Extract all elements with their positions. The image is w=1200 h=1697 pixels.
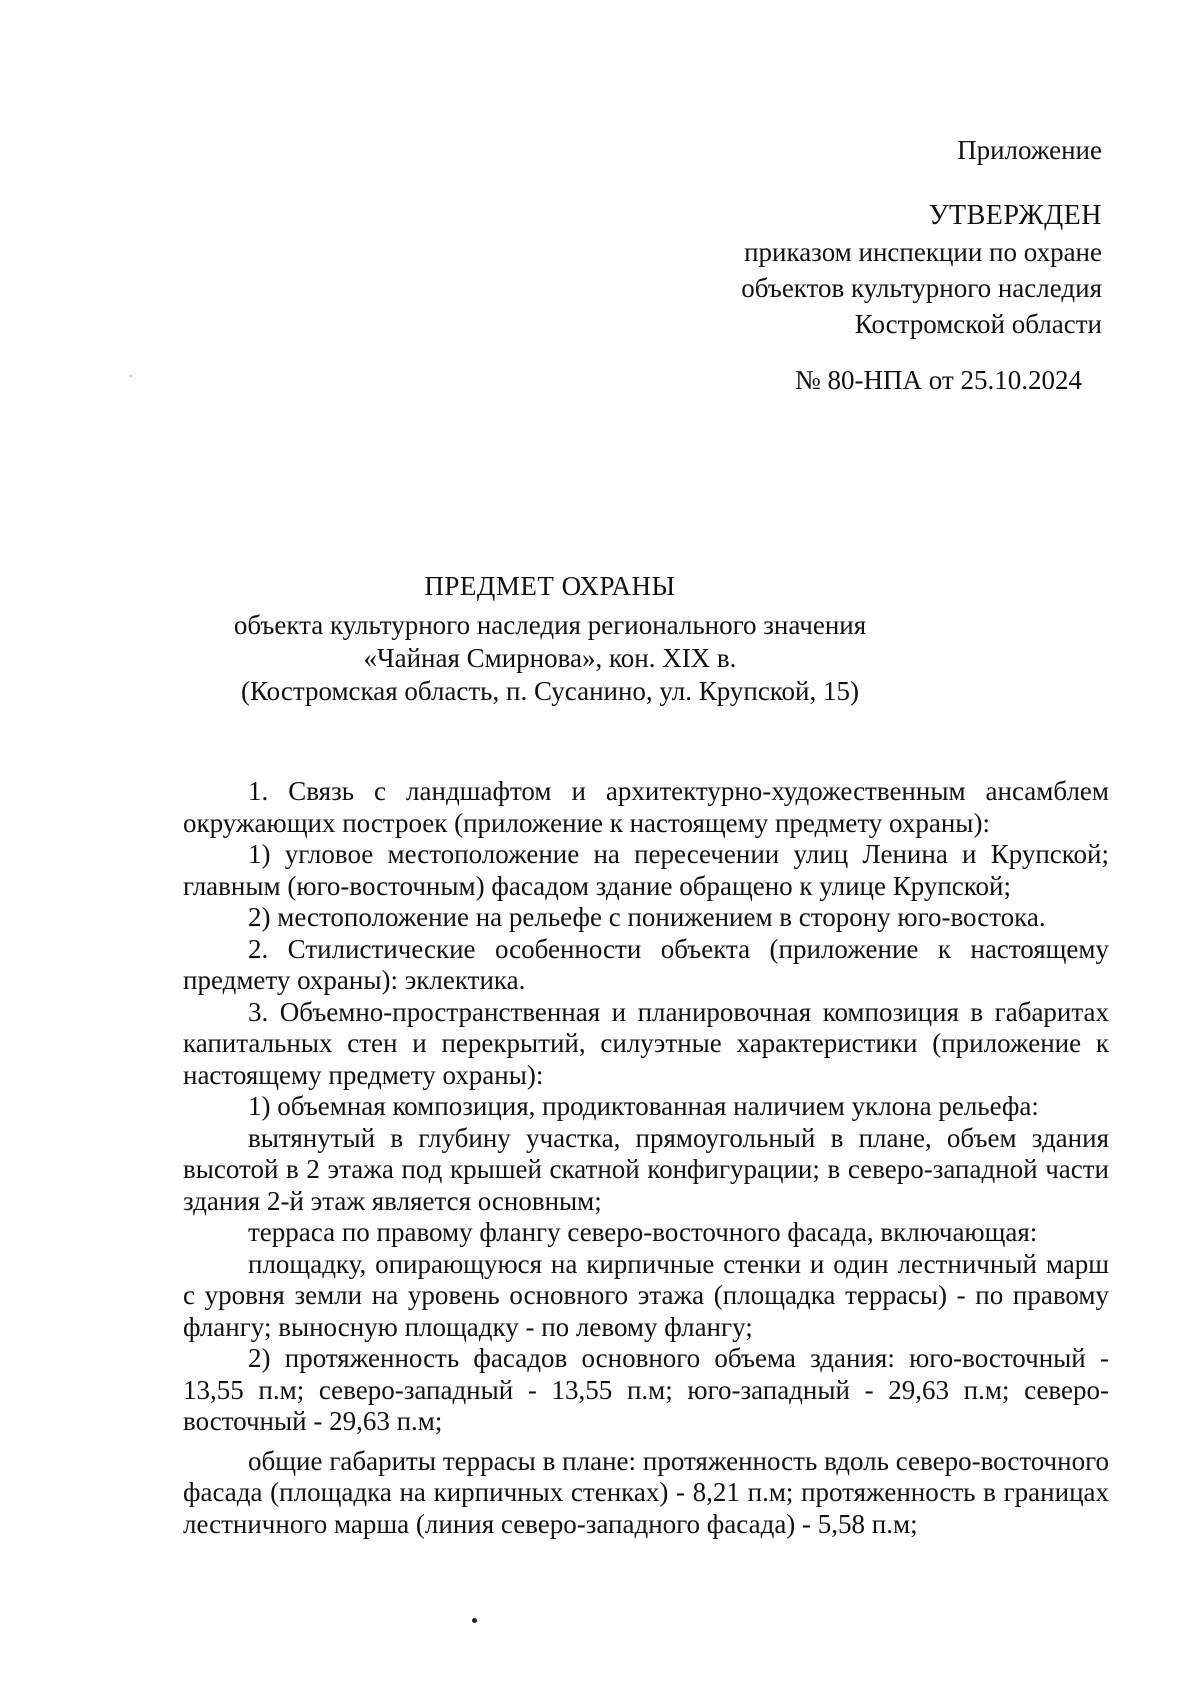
paragraph: 1. Связь с ландшафтом и архитектурно-художественным ансамблем окружающих построек (приложение к настоящему предмету охраны):	[183, 776, 1109, 838]
scan-speck	[130, 375, 132, 377]
paragraph: общие габариты террасы в плане: протяженность вдоль северо-восточного фасада (площадка на кирпичных стенках) - 8,21 п.м; протяженность в границах лестничного марша (линия северо-западного фасада) - 5,58 п.м;	[183, 1445, 1109, 1539]
approved-by-line: приказом инспекции по охране	[744, 237, 1102, 267]
approved-by-line: объектов культурного наследия	[741, 273, 1102, 303]
paragraph: 2) протяженность фасадов основного объема здания: юго-восточный - 13,55 п.м; северо-западный - 13,55 п.м; юго-западный - 29,63 п.м; северо-восточный - 29,63 п.м;	[183, 1343, 1109, 1436]
paragraph: площадку, опирающуюся на кирпичные стенки и один лестничный марш с уровня земли на уровень основного этажа (площадка террасы) - по правому флангу; выносную площадку - по левому флангу;	[183, 1248, 1109, 1342]
paragraph: вытянутый в глубину участка, прямоугольный в плане, объем здания высотой в 2 этажа под крышей скатной конфигурации; в северо-западной части здания 2-й этаж является основным;	[183, 1122, 1109, 1216]
subtitle-line: объекта культурного наследия регионального значения	[233, 610, 867, 640]
document-body	[183, 776, 1109, 1540]
approval-block	[542, 132, 1102, 398]
paragraph: 1) объемная композиция, продиктованная наличием уклона рельефа:	[248, 1091, 1039, 1121]
paragraph: 2) местоположение на рельефе с понижением в сторону юго-востока.	[248, 902, 1046, 932]
paragraph: терраса по правому флангу северо-восточного фасада, включающая:	[248, 1217, 1038, 1247]
paragraph: 2. Стилистические особенности объекта (приложение к настоящему предмету охраны): эклектика.	[183, 933, 1109, 995]
paragraph: 1) угловое местоположение на пересечении улиц Ленина и Крупской; главным (юго-восточным) фасадом здание обращено к улице Крупской;	[183, 839, 1109, 901]
subtitle-line: «Чайная Смирнова», кон. XIX в.	[363, 643, 737, 673]
document-title: ПРЕДМЕТ ОХРАНЫ	[424, 571, 676, 601]
approved-label: УТВЕРЖДЕН	[928, 200, 1102, 231]
title-block	[200, 570, 900, 708]
scan-dot	[472, 1618, 477, 1623]
order-number: № 80-НПА от 25.10.2024	[795, 365, 1082, 395]
annex-label: Приложение	[957, 135, 1102, 165]
paragraph: 3. Объемно-пространственная и планировочная композиция в габаритах капитальных стен и перекрытий, силуэтные характеристики (приложение к настоящему предмету охраны):	[183, 996, 1109, 1090]
subtitle-line: (Костромская область, п. Сусанино, ул. Крупской, 15)	[241, 676, 859, 706]
approved-by-line: Костромской области	[854, 309, 1102, 339]
